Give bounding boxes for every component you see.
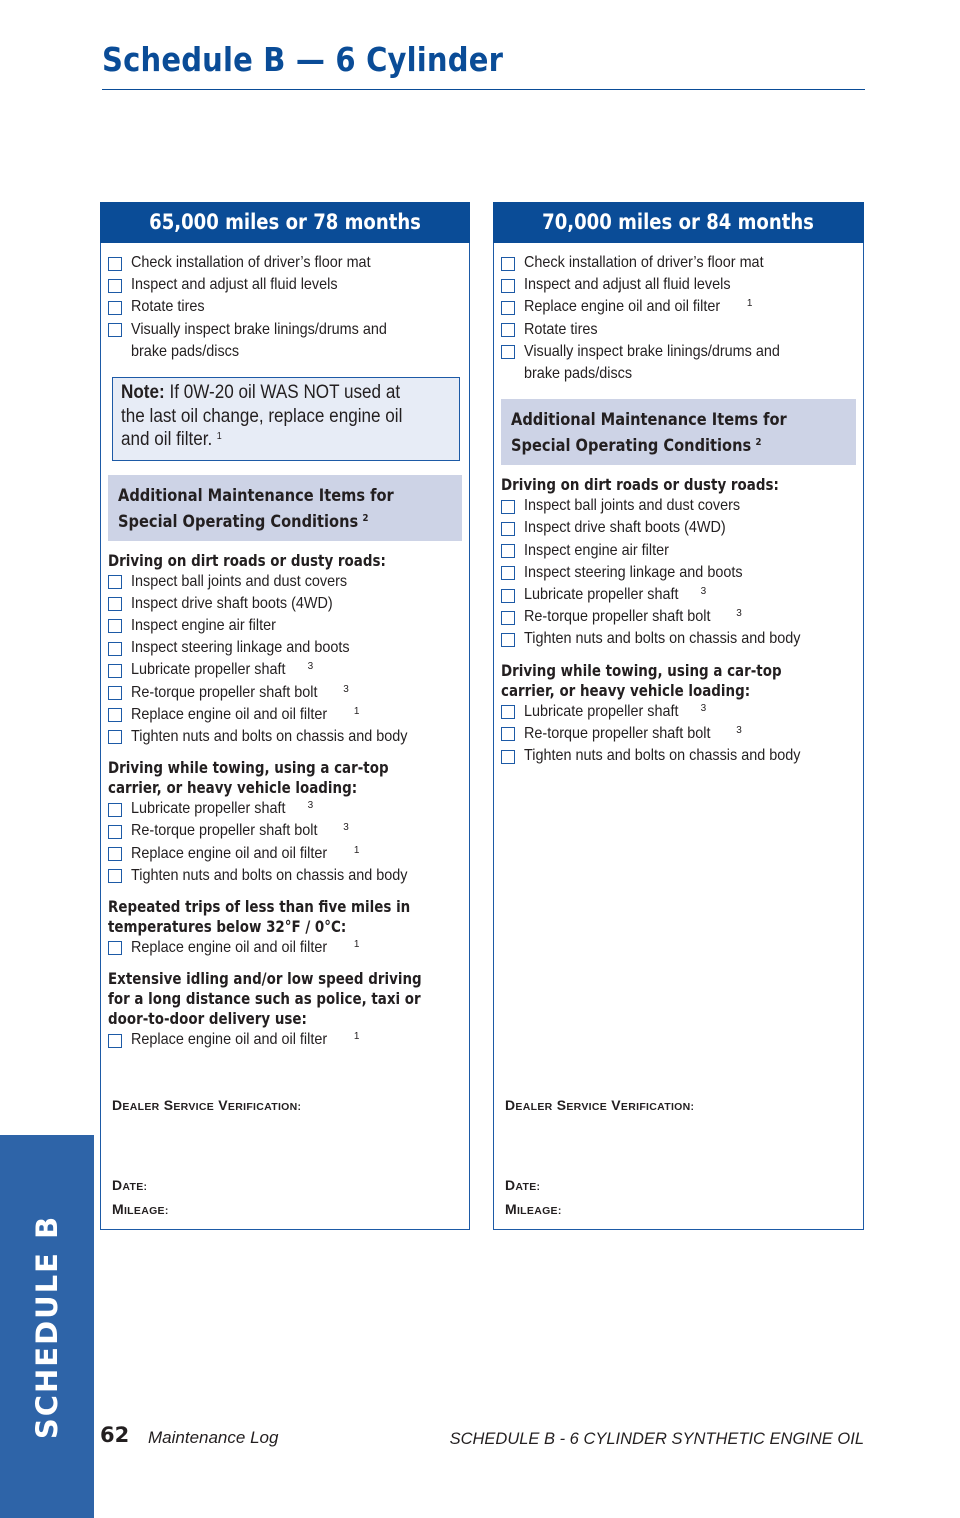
additional-line1: Additional Maintenance Items for [511, 410, 787, 431]
checklist-item-text: Replace engine oil and oil filter [131, 938, 328, 956]
footnote-marker: 1 [353, 705, 360, 717]
side-tab-label: SCHEDULE B [30, 1214, 64, 1440]
checkbox[interactable] [108, 664, 122, 678]
footnote-marker: 3 [736, 608, 742, 620]
checklist-item-text: Replace engine oil and oil filter [524, 298, 721, 316]
checkbox[interactable] [108, 575, 122, 589]
checkbox[interactable] [108, 847, 122, 861]
checklist-item-text: Inspect and adjust all fluid levels [131, 276, 338, 294]
checkbox[interactable] [108, 323, 122, 337]
checklist-item-text: Inspect engine air filter [131, 616, 276, 634]
checkbox[interactable] [108, 279, 122, 293]
checklist-item [501, 562, 860, 584]
interval-65000-body [108, 252, 466, 1051]
checkbox[interactable] [501, 257, 515, 271]
checklist-item-text: Replace engine oil and oil filter [131, 705, 328, 723]
checklist-item [108, 820, 466, 842]
checkbox[interactable] [108, 825, 122, 839]
checklist-item-text: Re-torque propeller shaft bolt [524, 724, 711, 742]
checklist-item-continuation [501, 363, 860, 385]
checklist-item-text: Lubricate propeller shaft [524, 702, 679, 720]
checklist-item [108, 593, 466, 615]
dusty-roads-heading: Driving on dirt roads or dusty roads: [501, 475, 779, 495]
checkbox[interactable] [108, 597, 122, 611]
checklist-item [108, 637, 466, 659]
checkbox[interactable] [108, 642, 122, 656]
checklist-item-text: Tighten nuts and bolts on chassis and body [131, 727, 408, 745]
checklist-item-text: Rotate tires [131, 298, 205, 316]
mileage-label: MILEAGE: [112, 1201, 169, 1217]
checklist-item-text: Inspect steering linkage and boots [524, 563, 743, 581]
footnote-marker: 3 [736, 724, 742, 736]
towing-heading: Driving while towing, using a car-top carrier, or heavy vehicle loading: [108, 758, 389, 798]
checkbox[interactable] [108, 1034, 122, 1048]
checklist-item [108, 682, 466, 704]
note-footnote: 1 [216, 431, 222, 443]
checkbox[interactable] [501, 589, 515, 603]
checkbox[interactable] [501, 566, 515, 580]
date-label: DATE: [112, 1177, 148, 1193]
date-label: DATE: [505, 1177, 541, 1193]
checkbox[interactable] [501, 544, 515, 558]
checklist-item [501, 517, 860, 539]
checklist-item-text: Inspect ball joints and dust covers [524, 497, 741, 515]
checklist-item-text: Visually inspect brake linings/drums and [131, 320, 387, 338]
footnote-marker: 3 [700, 586, 707, 598]
additional-footnote: 2 [755, 437, 762, 449]
additional-line2: Special Operating Conditions [511, 436, 752, 457]
checklist-item [501, 495, 860, 517]
checklist-item [501, 296, 860, 318]
checklist-item [501, 606, 860, 628]
dealer-service-verification-label: DEALER SERVICE VERIFICATION: [505, 1097, 695, 1113]
checklist-item-text: Re-torque propeller shaft bolt [131, 683, 318, 701]
oil-note [112, 377, 460, 461]
checkbox[interactable] [501, 301, 515, 315]
checklist-item-text: Rotate tires [524, 320, 598, 338]
footnote-marker: 1 [353, 1031, 360, 1043]
checkbox[interactable] [501, 500, 515, 514]
checkbox[interactable] [108, 869, 122, 883]
checklist-item-text: Lubricate propeller shaft [131, 800, 286, 818]
checklist-item [108, 296, 466, 318]
checklist-item-text: Lubricate propeller shaft [524, 586, 679, 604]
footer-schedule-name: SCHEDULE B - 6 CYLINDER SYNTHETIC ENGINE OIL [449, 1430, 864, 1448]
interval-65000-header: 65,000 miles or 78 months [100, 202, 470, 243]
checklist-item [108, 865, 466, 887]
checklist-item-text: Visually inspect brake linings/drums and [524, 342, 780, 360]
checklist-item [108, 843, 466, 865]
checklist-item-text: brake pads/discs [524, 365, 633, 383]
additional-footnote: 2 [362, 512, 369, 524]
checkbox[interactable] [108, 301, 122, 315]
footnote-marker: 3 [700, 702, 707, 714]
checklist-item-text: brake pads/discs [131, 342, 240, 360]
checklist-item [501, 584, 860, 606]
interval-70000-body [501, 252, 860, 767]
checkbox[interactable] [501, 750, 515, 764]
checklist-item [108, 1029, 466, 1051]
footnote-marker: 1 [353, 938, 360, 950]
checklist-item-text: Tighten nuts and bolts on chassis and body [524, 747, 801, 765]
checklist-item-text: Check installation of driver’s floor mat [524, 254, 764, 271]
checklist-item [108, 615, 466, 637]
footnote-marker: 1 [746, 298, 753, 310]
footer-section-name: Maintenance Log [148, 1428, 279, 1447]
checkbox[interactable] [501, 323, 515, 337]
additional-line2: Special Operating Conditions [118, 511, 359, 532]
checklist-item [501, 274, 860, 296]
checklist-item-text: Re-torque propeller shaft bolt [131, 822, 318, 840]
checklist-item-text: Inspect drive shaft boots (4WD) [524, 519, 726, 537]
checklist-item-text: Inspect engine air filter [524, 541, 669, 559]
checklist-item [501, 341, 860, 363]
checkbox[interactable] [108, 619, 122, 633]
page-title: Schedule B — 6 Cylinder [102, 40, 504, 79]
checklist-item [108, 274, 466, 296]
checkbox[interactable] [501, 279, 515, 293]
footnote-marker: 3 [343, 822, 349, 834]
checklist-item [501, 540, 860, 562]
checklist-item-text: Check installation of driver’s floor mat [131, 254, 371, 271]
checklist-item-text: Inspect drive shaft boots (4WD) [131, 594, 333, 612]
note-line1: If 0W-20 oil WAS NOT used at [169, 382, 401, 404]
checkbox[interactable] [501, 345, 515, 359]
checkbox[interactable] [108, 941, 122, 955]
checkbox[interactable] [108, 803, 122, 817]
interval-65000-column [100, 202, 470, 1230]
note-label: Note: [121, 382, 165, 404]
checkbox[interactable] [501, 705, 515, 719]
footnote-marker: 3 [307, 800, 314, 812]
checklist-item-text: Inspect ball joints and dust covers [131, 572, 348, 590]
checklist-item [108, 937, 466, 959]
dealer-service-verification-label: DEALER SERVICE VERIFICATION: [112, 1097, 302, 1113]
interval-70000-column [493, 202, 864, 1230]
checklist-item [501, 252, 860, 274]
checklist-item-text: Replace engine oil and oil filter [131, 844, 328, 862]
checkbox[interactable] [501, 727, 515, 741]
checklist-item [108, 319, 466, 341]
title-rule [102, 89, 865, 90]
checklist-item-text: Lubricate propeller shaft [131, 661, 286, 679]
checkbox[interactable] [108, 730, 122, 744]
checklist-item [501, 628, 860, 650]
mileage-label: MILEAGE: [505, 1201, 562, 1217]
cold-trips-heading: Repeated trips of less than five miles in temperatures below 32°F / 0°C: [108, 896, 411, 936]
checklist-item [501, 723, 860, 745]
checklist-item-text: Re-torque propeller shaft bolt [524, 608, 711, 626]
checklist-item [108, 252, 466, 274]
checklist-item-text: Inspect and adjust all fluid levels [524, 276, 731, 294]
checkbox[interactable] [501, 633, 515, 647]
interval-70000-header: 70,000 miles or 84 months [493, 202, 864, 243]
checklist-item [501, 745, 860, 767]
checklist-item [108, 726, 466, 748]
checklist-item [501, 319, 860, 341]
checkbox[interactable] [108, 708, 122, 722]
checklist-item [108, 704, 466, 726]
checkbox[interactable] [108, 686, 122, 700]
dusty-roads-heading: Driving on dirt roads or dusty roads: [108, 550, 386, 570]
page-number: 62 [100, 1423, 130, 1447]
checklist-item-continuation [108, 341, 466, 363]
checklist-item-text: Tighten nuts and bolts on chassis and body [524, 630, 801, 648]
additional-maintenance-heading [501, 399, 856, 465]
additional-line1: Additional Maintenance Items for [118, 485, 394, 506]
additional-maintenance-heading [108, 475, 462, 541]
checkbox[interactable] [108, 257, 122, 271]
checkbox[interactable] [501, 522, 515, 536]
checkbox[interactable] [501, 611, 515, 625]
note-line3: and oil filter. [121, 429, 213, 451]
footnote-marker: 3 [343, 683, 349, 695]
checklist-item [108, 798, 466, 820]
note-line2: the last oil change, replace engine oil [121, 405, 403, 427]
footnote-marker: 3 [307, 661, 314, 673]
footnote-marker: 1 [353, 844, 360, 856]
checklist-item-text: Inspect steering linkage and boots [131, 639, 350, 657]
idling-heading: Extensive idling and/or low speed driving for a long distance such as police, taxi or door-to-door delivery use: [108, 969, 422, 1029]
towing-heading: Driving while towing, using a car-top carrier, or heavy vehicle loading: [501, 660, 782, 700]
checklist-item-text: Replace engine oil and oil filter [131, 1031, 328, 1049]
checklist-item-text: Tighten nuts and bolts on chassis and body [131, 866, 408, 884]
checklist-item [501, 701, 860, 723]
checklist-item [108, 659, 466, 681]
checklist-item [108, 571, 466, 593]
